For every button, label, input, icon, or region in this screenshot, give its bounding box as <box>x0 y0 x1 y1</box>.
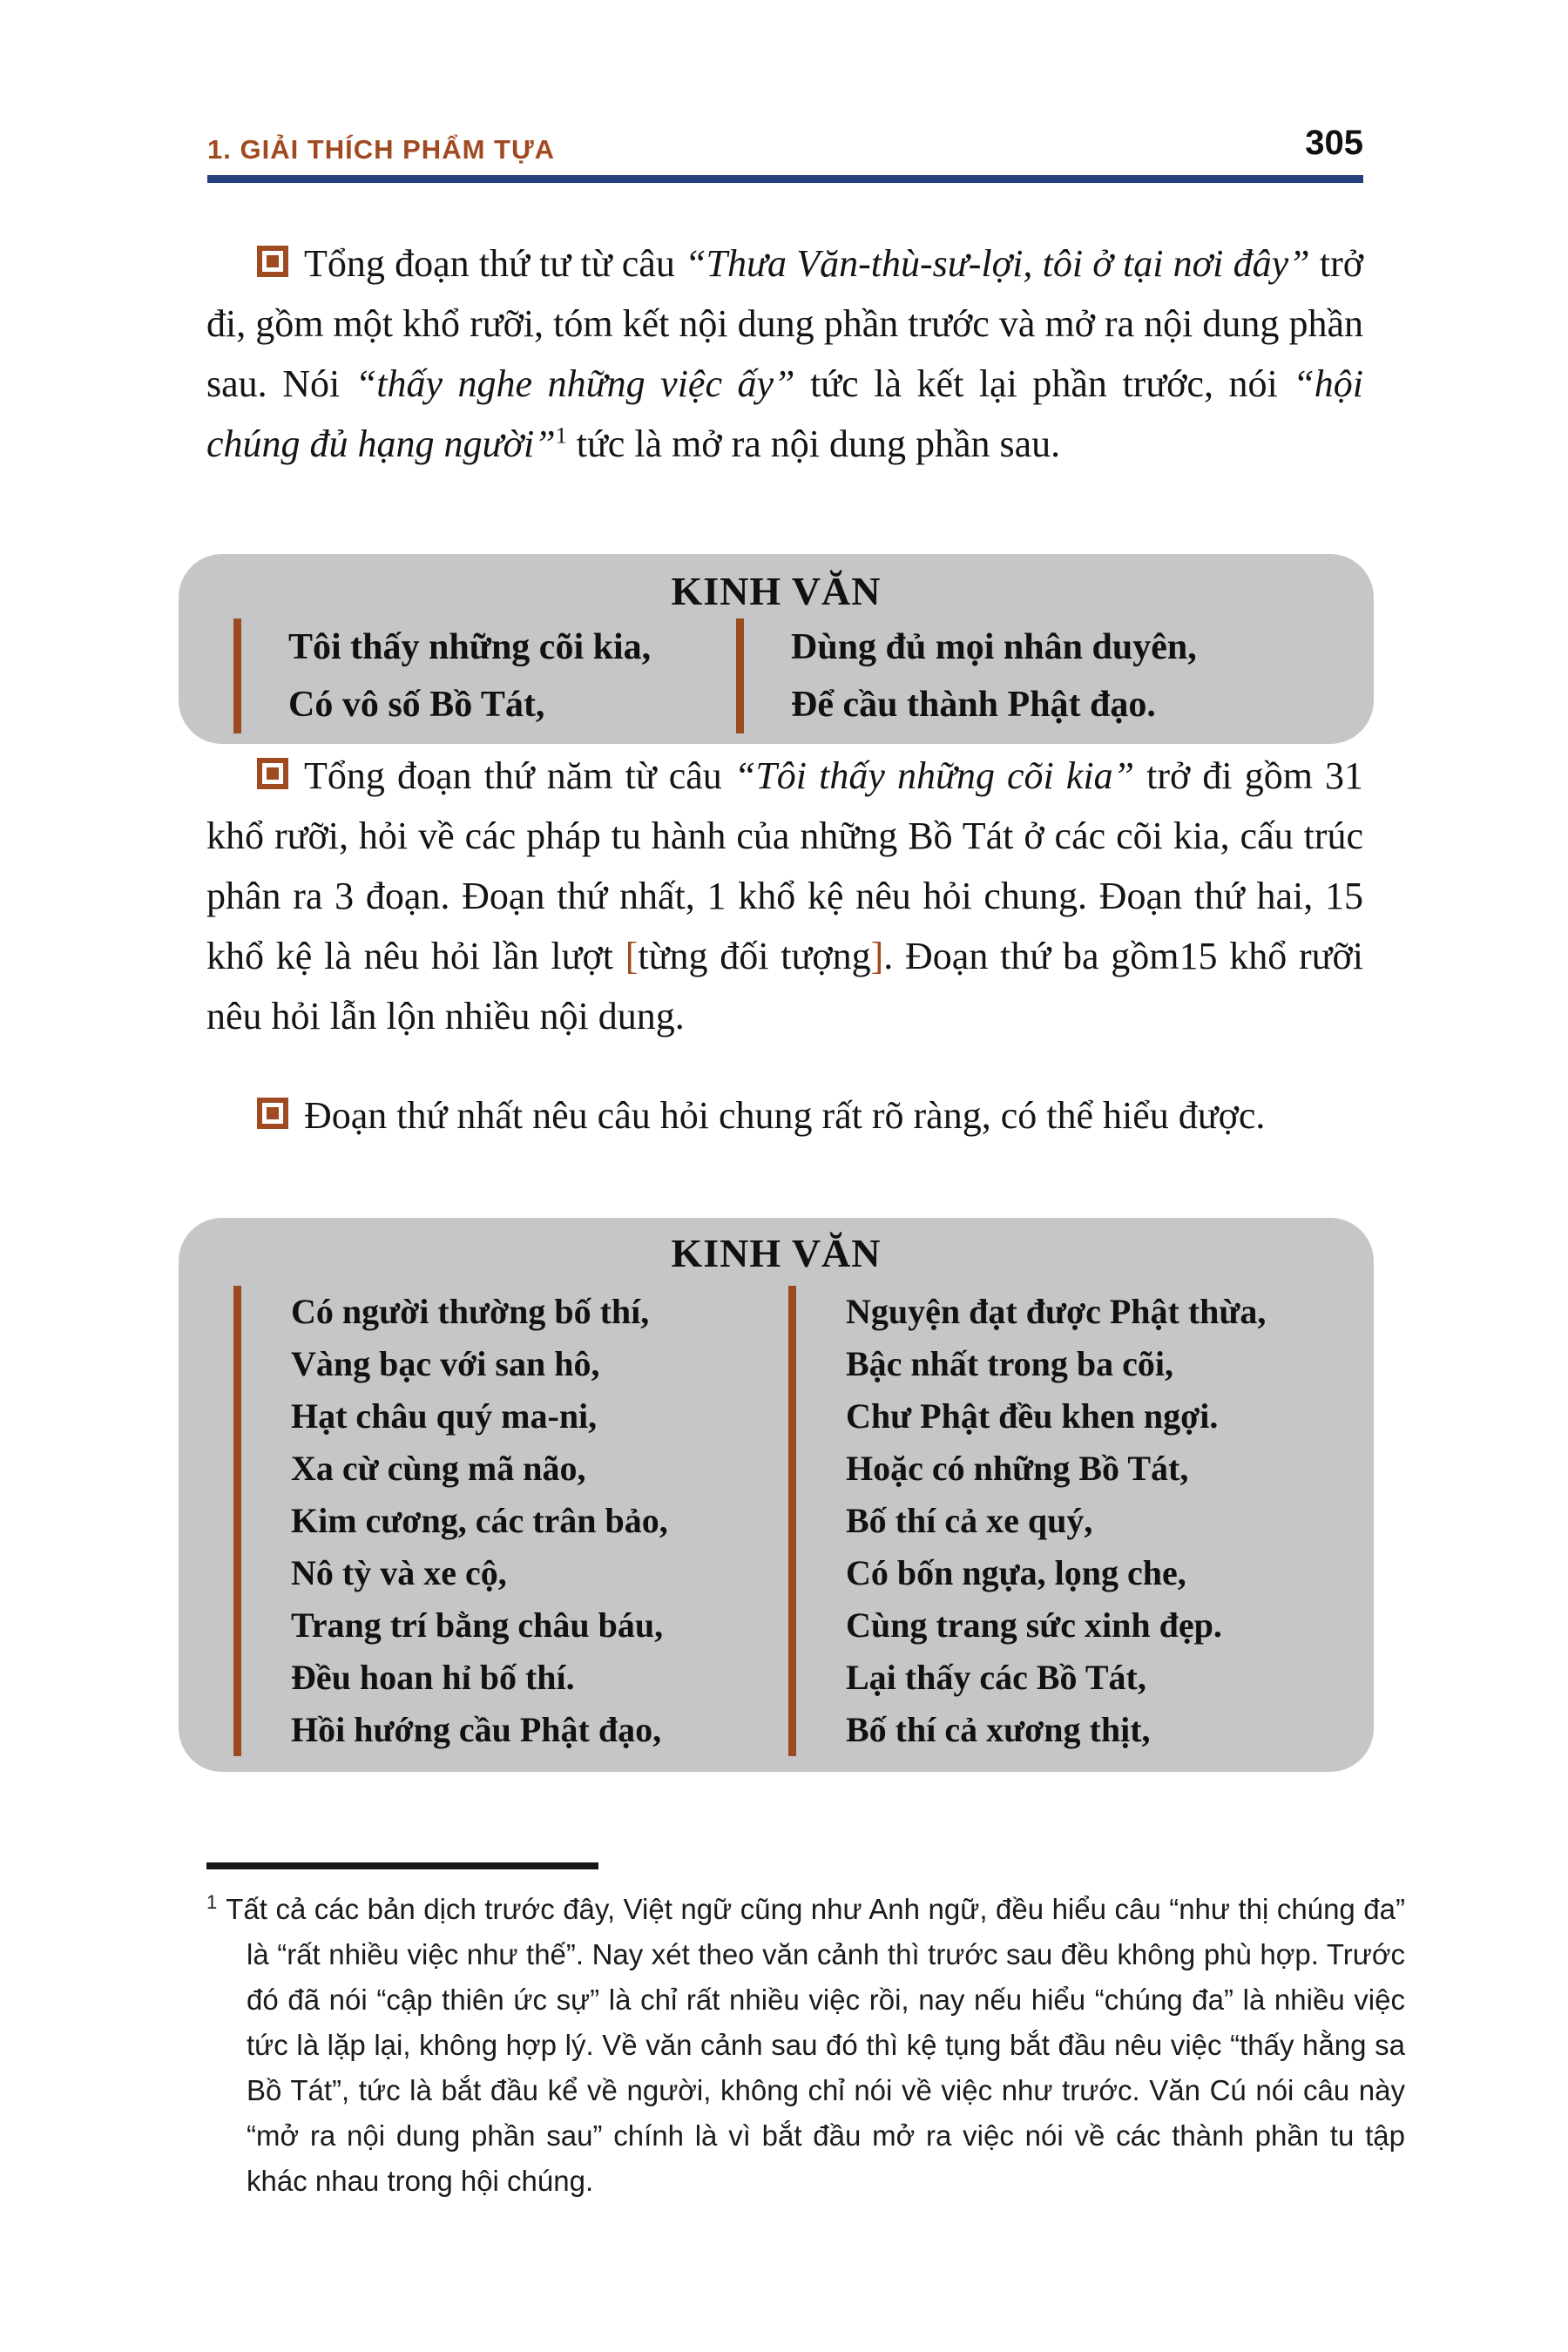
verse-line: Có người thường bố thí, <box>291 1292 650 1331</box>
footnote-text: Tất cả các bản dịch trước đây, Việt ngữ cũng như Anh ngữ, đều hiểu câu “như thị chúng đa” là “rất nhiều việc như thế”. Nay xét theo văn cảnh thì trước sau đều không phù hợp. Trước đó đã nói “cập thiên ức sự” là chỉ rất nhiều việc rồi, nay nếu hiểu “chúng đa” là nhiều việc tức là lặp lại, không hợp lý. Về văn cảnh sau đó thì kệ tụng bắt đầu nêu việc “thấy hằng sa Bồ Tát”, tức là bắt đầu kể về người, không chỉ nói về việc như trước. Văn Cú nói câu này “mở ra nội dung phần sau” chính là vì bắt đầu mở ra việc nói về các thành phần tu tập khác nhau trong hội chúng. <box>226 1893 1405 2197</box>
text-run-italic: “Thưa Văn-thù-sư-lợi, tôi ở tại nơi đây” <box>685 242 1310 285</box>
paragraph <box>206 233 1363 474</box>
paragraph <box>206 746 1363 1046</box>
verse-column-right <box>736 618 1197 733</box>
verse-column-right <box>788 1286 1266 1756</box>
text-run: từng đối tượng <box>638 935 871 977</box>
verse-line: Vàng bạc với san hô, <box>291 1344 600 1383</box>
text-run-italic: “hội chúng đủ hạng người” <box>206 362 1363 465</box>
verse-line: Hạt châu quý ma-ni, <box>291 1396 598 1436</box>
bracket-open: [ <box>625 935 639 977</box>
text-run: Tổng đoạn thứ năm từ câu <box>304 754 734 797</box>
footnote-reference: 1 <box>555 422 567 449</box>
verse-line: Tôi thấy những cõi kia, <box>288 627 652 667</box>
text-run: . Đoạn thứ ba gồm15 khổ rưỡi nêu hỏi lẫn lộn nhiều nội dung. <box>206 935 1364 1037</box>
verse-line: Nguyện đạt được Phật thừa, <box>846 1292 1267 1331</box>
header-rule <box>207 175 1363 183</box>
verse-line: Bố thí cả xương thịt, <box>846 1710 1151 1749</box>
section-bullet-inner <box>267 1107 279 1119</box>
verse-line: Hồi hướng cầu Phật đạo, <box>291 1710 662 1749</box>
kinh-van-title: KINH VĂN <box>671 569 882 613</box>
footnote-rule <box>206 1862 598 1869</box>
verse-line: Để cầu thành Phật đạo. <box>791 685 1156 725</box>
text-run: trở đi, gồm một khổ rưỡi, tóm kết nội dung phần trước và mở ra nội dung phần sau. Nói <box>206 242 1363 405</box>
section-bullet-icon <box>257 758 288 789</box>
section-bullet-icon <box>257 246 288 277</box>
verse-line: Cùng trang sức xinh đẹp. <box>846 1605 1222 1645</box>
verse-line: Xa cừ cùng mã não, <box>291 1449 586 1488</box>
verse-line: Kim cương, các trân bảo, <box>291 1501 668 1540</box>
text-run: Đoạn thứ nhất nêu câu hỏi chung rất rõ ràng, có thể hiểu được. <box>304 1094 1266 1137</box>
section-bullet-icon <box>257 1098 288 1129</box>
kinh-van-box-2 <box>179 1218 1374 1772</box>
verse-line: Dùng đủ mọi nhân duyên, <box>791 627 1197 667</box>
kinh-van-box-1 <box>179 554 1374 744</box>
footnote-marker: 1 <box>206 1891 218 1913</box>
verse-column-left <box>233 1286 668 1756</box>
text-run: Tổng đoạn thứ tư từ câu <box>304 242 686 285</box>
paragraph <box>206 1085 1363 1146</box>
section-bullet-inner <box>267 767 279 780</box>
verse-line: Bố thí cả xe quý, <box>846 1501 1093 1540</box>
verse-line: Chư Phật đều khen ngợi. <box>846 1396 1219 1436</box>
text-run: tức là kết lại phần trước, nói <box>794 362 1294 405</box>
page-number: 305 <box>1305 124 1363 162</box>
verse-column-left <box>233 618 651 733</box>
bracket-close: ] <box>870 935 884 977</box>
verse-line: Bậc nhất trong ba cõi, <box>846 1344 1173 1383</box>
verse-line: Nô tỳ và xe cộ, <box>291 1553 507 1592</box>
text-run: trở đi gồm 31 khổ rưỡi, hỏi về các pháp tu hành của những Bồ Tát ở các cõi kia, cấu trúc phân ra 3 đoạn. Đoạn thứ nhất, 1 khổ kệ nêu hỏi chung. Đoạn thứ hai, 15 khổ kệ là nêu hỏi lần lượt <box>206 754 1363 977</box>
running-header-title: 1. GIẢI THÍCH PHẨM TỰA <box>207 134 556 165</box>
verse-line: Trang trí bằng châu báu, <box>291 1605 664 1645</box>
verse-line: Có bốn ngựa, lọng che, <box>846 1553 1186 1592</box>
text-run: tức là mở ra nội dung phần sau. <box>566 422 1061 465</box>
footnote <box>206 1887 1405 2204</box>
verse-line: Hoặc có những Bồ Tát, <box>846 1449 1189 1488</box>
section-bullet-inner <box>267 255 279 267</box>
verse-line: Lại thấy các Bồ Tát, <box>846 1658 1146 1697</box>
verse-line: Đều hoan hỉ bố thí. <box>291 1658 575 1697</box>
kinh-van-title: KINH VĂN <box>671 1231 882 1275</box>
text-run-italic: “Tôi thấy những cõi kia” <box>733 754 1135 797</box>
verse-line: Có vô số Bồ Tát, <box>288 685 545 725</box>
text-run-italic: “thấy nghe những việc ấy” <box>355 362 795 405</box>
